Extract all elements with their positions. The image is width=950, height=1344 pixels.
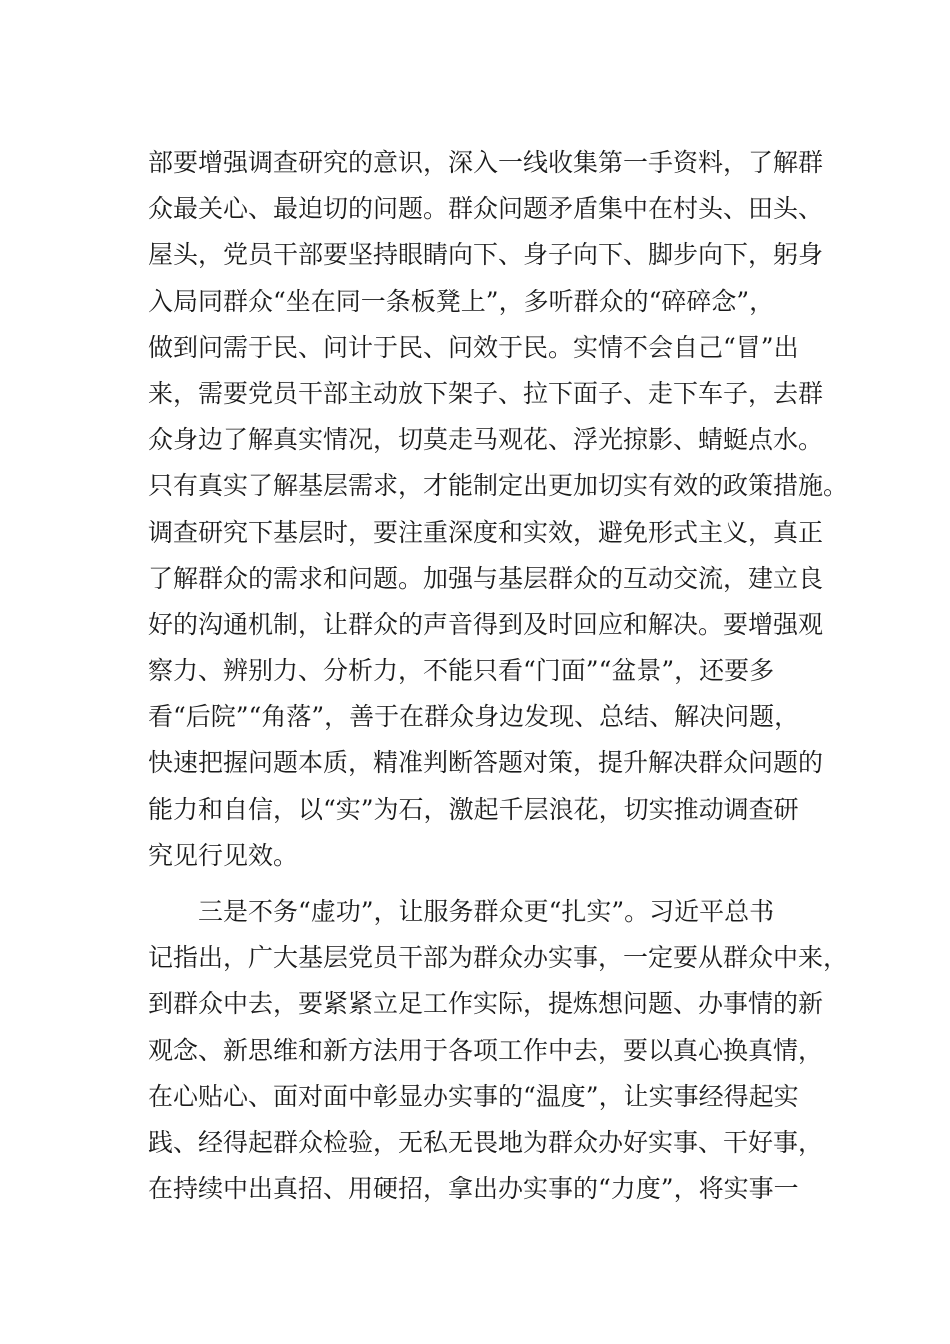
text-line: 看“后院”“角落”，善于在群众身边发现、总结、解决问题， bbox=[148, 702, 800, 732]
text-line: 只有真实了解基层需求，才能制定出更加切实有效的政策措施。 bbox=[148, 471, 849, 501]
body-text bbox=[148, 140, 848, 1212]
text-line: 究见行见效。 bbox=[148, 840, 299, 870]
paragraph-1 bbox=[148, 140, 848, 879]
text-line: 记指出，广大基层党员干部为群众办实事，一定要从群众中来， bbox=[148, 943, 849, 973]
text-line: 快速把握问题本质，精准判断答题对策，提升解决群众问题的 bbox=[148, 748, 824, 778]
text-line: 屋头，党员干部要坚持眼睛向下、身子向下、脚步向下，躬身 bbox=[148, 240, 824, 270]
text-line: 观念、新思维和新方法用于各项工作中去，要以真心换真情， bbox=[148, 1035, 824, 1065]
text-line: 众身边了解真实情况，切莫走马观花、浮光掠影、蜻蜓点水。 bbox=[148, 425, 824, 455]
text-line-indented: 三是不务“虚功”，让服务群众更“扎实”。习近平总书 bbox=[198, 897, 775, 926]
text-line: 在持续中出真招、用硬招，拿出办实事的“力度”，将实事一 bbox=[148, 1174, 799, 1204]
text-line: 到群众中去，要紧紧立足工作实际，提炼想问题、办事情的新 bbox=[148, 989, 824, 1019]
text-line: 调查研究下基层时，要注重深度和实效，避免形式主义，真正 bbox=[148, 517, 824, 547]
text-line: 践、经得起群众检验，无私无畏地为群众办好实事、干好事， bbox=[148, 1127, 824, 1157]
text-line: 众最关心、最迫切的问题。群众问题矛盾集中在村头、田头、 bbox=[148, 194, 824, 224]
text-line: 来，需要党员干部主动放下架子、拉下面子、走下车子，去群 bbox=[148, 378, 824, 408]
text-line: 察力、辨别力、分析力，不能只看“门面”“盆景”，还要多 bbox=[148, 656, 775, 686]
text-line: 在心贴心、面对面中彰显办实事的“温度”，让实事经得起实 bbox=[148, 1081, 799, 1111]
text-line: 入局同群众“坐在同一条板凳上”，多听群众的“碎碎念”， bbox=[148, 286, 775, 316]
paragraph-2 bbox=[148, 889, 848, 1212]
text-line: 部要增强调查研究的意识，深入一线收集第一手资料，了解群 bbox=[148, 148, 824, 177]
paragraph-spacer bbox=[148, 879, 848, 889]
text-line: 了解群众的需求和问题。加强与基层群众的互动交流，建立良 bbox=[148, 563, 824, 593]
text-line: 好的沟通机制，让群众的声音得到及时回应和解决。要增强观 bbox=[148, 609, 824, 639]
text-line: 做到问需于民、问计于民、问效于民。实情不会自己“冒”出 bbox=[148, 332, 799, 362]
text-line: 能力和自信，以“实”为石，激起千层浪花，切实推动调查研 bbox=[148, 794, 799, 824]
